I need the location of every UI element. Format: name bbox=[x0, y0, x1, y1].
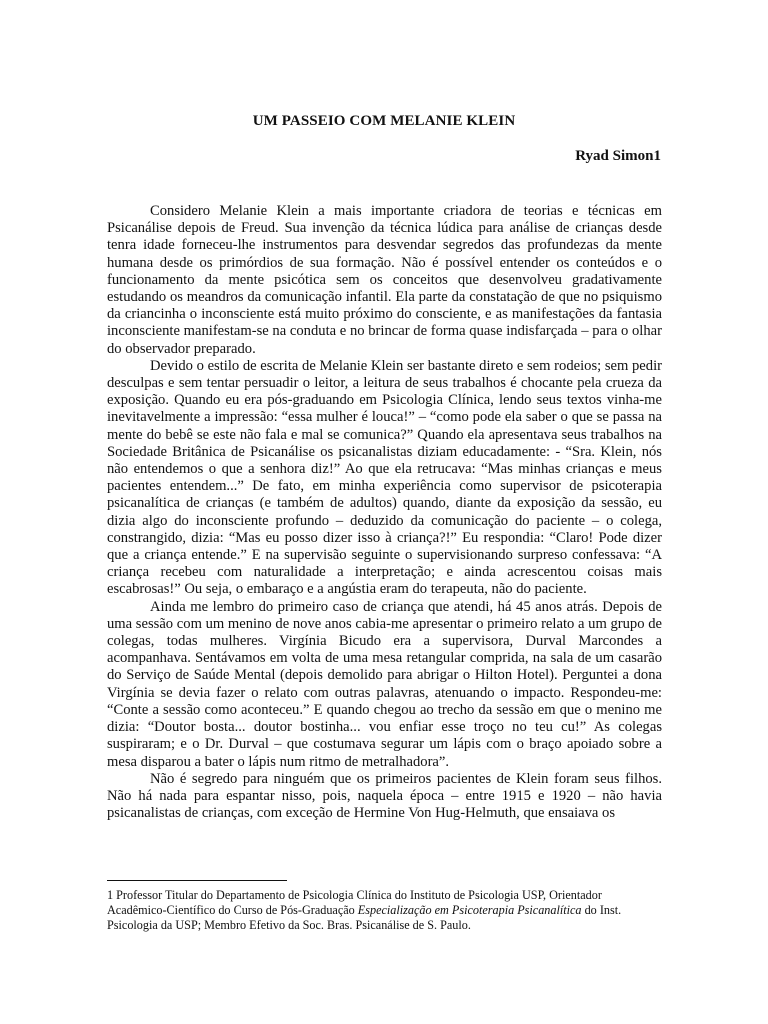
footnote-course-name: Especialização em Psicoterapia Psicanalítica bbox=[357, 903, 582, 918]
paragraph-4: Não é segredo para ninguém que os primeiros pacientes de Klein foram seus filhos. Não há nada para espantar nisso, pois, naquela época – entre 1915 e 1920 – não havia psicanalistas de crianças, com exceção de Hermine Von Hug-Helmuth, que ensaiava os bbox=[107, 770, 662, 822]
footnote-text-end: do Inst. Psicologia da USP; Membro Efetivo da Soc. Bras. Psicanálise de S. Paulo. bbox=[107, 903, 622, 933]
document-title: UM PASSEIO COM MELANIE KLEIN bbox=[252, 113, 516, 129]
paragraph-3: Ainda me lembro do primeiro caso de criança que atendi, há 45 anos atrás. Depois de uma sessão com um menino de nove anos cabia-me apresentar o primeiro relato a um grupo de colegas, todas mulheres. Virgínia Bicudo era a supervisora, Durval Marcondes a acompanhava. Sentávamos em volta de uma mesa retangular comprida, na sala de um casarão do Serviço de Saúde Mental (depois demolido para abrigar o Hilton Hotel). Perguntei a dona Virgínia se devia fazer o relato com outras palavras, atenuando o impacto. Respondeu-me: “Conte a sessão como aconteceu.” E quando chegou ao trecho da sessão em que o menino me dizia: “Doutor bosta... doutor bostinha... vou enfiar esse troço no teu cu!” As colegas suspiraram; e o Dr. Durval – que costumava segurar um lápis com o braço apoiado sobre a mesa disparou a bater o lápis num ritmo de metralhadora”. bbox=[107, 598, 662, 770]
footnote bbox=[107, 888, 662, 934]
paragraph-2: Devido o estilo de escrita de Melanie Klein ser bastante direto e sem rodeios; sem pedir desculpas e sem tentar persuadir o leitor, a leitura de seus trabalhos é chocante pela crueza da exposição. Quando eu era pós-graduando em Psicologia Clínica, lendo seus textos vinha-me inevitavelmente a impressão: “essa mulher é louca!” – “como pode ela saber o que se passa na mente do bebê se este não fala e mal se comunica?” Quando ela apresentava seus trabalhos na Sociedade Britânica de Psicanálise os psicanalistas diziam educadamente: - “Sra. Klein, nós não entendemos o que a senhora diz!” Ao que ela retrucava: “Mas minhas crianças e meus pacientes entendem...” De fato, em minha experiência como supervisor de psicoterapia psicanalítica de crianças (e também de adultos) quando, diante da exposição da sessão, eu dizia algo do inconsciente profundo – deduzido da comunicação do paciente – o colega, constrangido, dizia: “Mas eu posso dizer isso à criança?!” Eu respondia: “Claro! Pode dizer que a criança entende.” E na supervisão seguinte o supervisionando surpreso confessava: “A criança recebeu com naturalidade a interpretação; e ainda acrescentou coisas mais escabrosas!” Ou seja, o embaraço e a angústia eram do terapeuta, não do paciente. bbox=[107, 357, 662, 598]
author-name: Ryad Simon1 bbox=[575, 148, 661, 164]
footnote-text-start: 1 Professor Titular do Departamento de Psicologia Clínica do Instituto de Psicologia USP, Orientador Acadêmico-Científico do Curso de Pós-Graduação bbox=[107, 888, 602, 918]
body-text bbox=[107, 203, 662, 822]
footnote-separator bbox=[107, 880, 287, 881]
paragraph-1: Considero Melanie Klein a mais importante criadora de teorias e técnicas em Psicanálise depois de Freud. Sua invenção da técnica lúdica para análise de crianças desde tenra idade forneceu-lhe instrumentos para desvendar segredos das profundezas da mente humana desde os primórdios de sua formação. Não é possível entender os conteúdos e o funcionamento da mente psicótica sem os conceitos que desenvolveu gradativamente estudando os meandros da comunicação infantil. Ela parte da constatação de que no psiquismo da criancinha o inconsciente está muito próximo do consciente, e as manifestações da fantasia inconsciente manifestam-se na conduta e no brincar de forma quase indisfarçada – para o olhar do observador preparado. bbox=[107, 203, 662, 357]
